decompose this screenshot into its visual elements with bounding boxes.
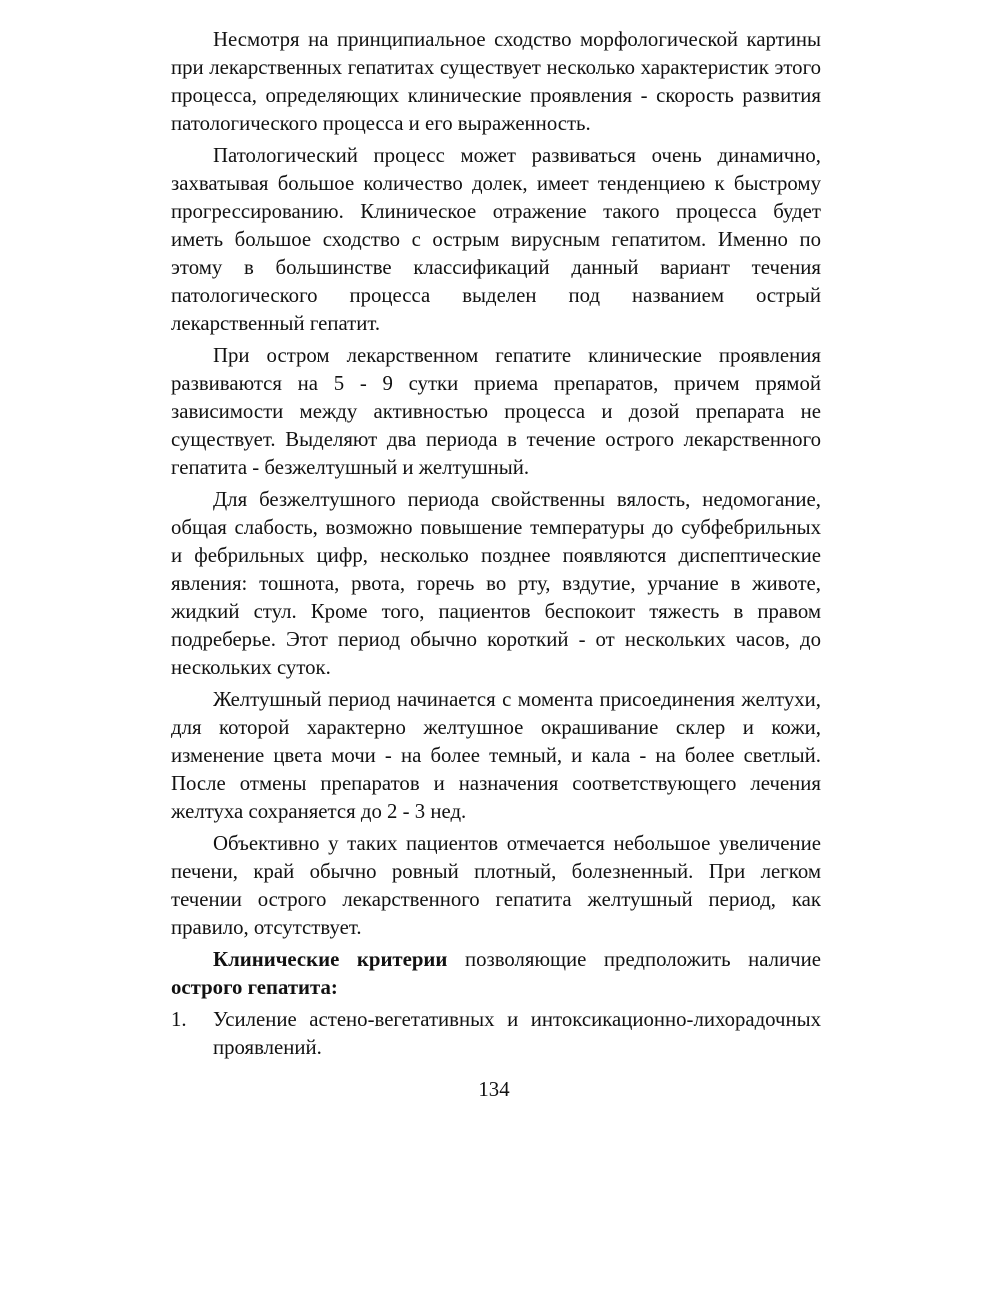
list-item bbox=[171, 1006, 821, 1062]
criteria-paragraph bbox=[171, 946, 821, 1002]
paragraph-2: Патологический процесс может развиваться очень динамично, захватывая большое количество долек, имеет тенденциею к быстрому прогрессированию. Клиническое отражение такого процесса будет иметь большое сходство с острым вирусным гепатитом. Именно по этому в большинстве классификаций данный вариант течения патологического процесса выделен под названием острый лекарственный гепатит. bbox=[171, 144, 821, 335]
criteria-bold-tail: острого гепатита: bbox=[171, 976, 338, 999]
paragraph-5: Желтушный период начинается с момента присоединения желтухи, для которой характерно желтушное окрашивание склер и кожи, изменение цвета мочи - на более темный, и кала - на более светлый. После отмены препаратов и назначения соответствующего лечения желтуха сохраняется до 2 - 3 нед. bbox=[171, 688, 821, 823]
paragraph-4: Для безжелтушного периода свойственны вялость, недомогание, общая слабость, возможно повышение температуры до субфебрильных и фебрильных цифр, несколько позднее появляются диспептические явления: тошнота, рвота, горечь во рту, вздутие, урчание в животе, жидкий стул. Кроме того, пациентов беспокоит тяжесть в правом подреберье. Этот период обычно короткий - от нескольких часов, до нескольких суток. bbox=[171, 488, 821, 679]
criteria-bold-lead: Клинические критерии bbox=[213, 948, 448, 971]
criteria-middle: позволяющие предположить наличие bbox=[447, 948, 821, 971]
paragraph-6: Объективно у таких пациентов отмечается небольшое увеличение печени, край обычно ровный плотный, болезненный. При легком течении острого лекарственного гепатита желтушный период, как правило, отсутствует. bbox=[171, 832, 821, 939]
page-number: 134 bbox=[478, 1078, 510, 1101]
paragraph-3: При остром лекарственном гепатите клинические проявления развиваются на 5 - 9 сутки приема препаратов, причем прямой зависимости между активностью процесса и дозой препарата не существует. Выделяют два периода в течение острого лекарственного гепатита - безжелтушный и желтушный. bbox=[171, 344, 821, 479]
list-item-number: 1. bbox=[171, 1008, 187, 1031]
paragraph-1: Несмотря на принципиальное сходство морфологической картины при лекарственных гепатитах существует несколько характеристик этого процесса, определяющих клинические проявления - скорость развития патологического процесса и его выраженность. bbox=[171, 28, 821, 135]
list-item-text: Усиление астено-вегетативных и интоксикационно-лихорадочных проявлений. bbox=[213, 1008, 821, 1059]
page-body bbox=[171, 26, 821, 1062]
